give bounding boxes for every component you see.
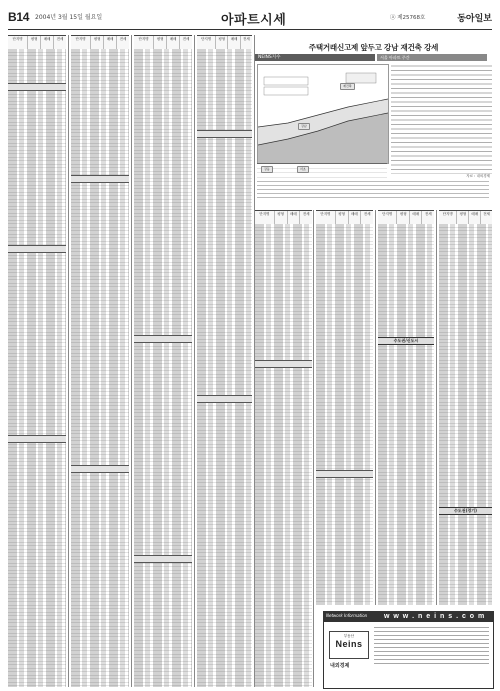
table-rows bbox=[316, 224, 373, 605]
price-table-col-3 bbox=[134, 35, 192, 687]
index-table bbox=[257, 163, 387, 180]
column-rule bbox=[131, 35, 132, 687]
index-brand-bar: NEINS지수 bbox=[255, 54, 375, 61]
district-divider bbox=[71, 175, 129, 183]
table-label: 강동 bbox=[261, 166, 273, 173]
price-table-col-5 bbox=[255, 210, 312, 687]
article-byline: 자료 : 내외경제 bbox=[466, 174, 490, 178]
column-rule bbox=[375, 210, 376, 605]
ad-text bbox=[374, 626, 489, 666]
column-rule bbox=[436, 210, 437, 605]
index-chart-graphic bbox=[258, 65, 388, 163]
region-subheading: 수도권(경기) bbox=[439, 507, 492, 515]
article-body bbox=[391, 64, 492, 174]
issue-number: ⓐ 제25768호 bbox=[390, 15, 426, 21]
table-rows bbox=[71, 49, 129, 687]
page-header bbox=[8, 10, 492, 28]
district-divider bbox=[316, 470, 373, 478]
table-header: 단지명 평형 매매 전세 bbox=[316, 210, 373, 225]
price-table-col-4 bbox=[197, 35, 252, 687]
district-divider bbox=[197, 130, 252, 138]
newspaper-name: 동아일보 bbox=[457, 14, 492, 24]
chart-badge: 재건축 bbox=[340, 83, 355, 90]
article-note bbox=[257, 180, 489, 200]
district-divider bbox=[71, 465, 129, 473]
district-divider bbox=[255, 360, 312, 368]
index-chart bbox=[257, 64, 389, 164]
header-rule bbox=[8, 29, 492, 30]
table-rows bbox=[378, 224, 434, 605]
neins-advertisement bbox=[323, 611, 494, 689]
table-rows bbox=[197, 49, 252, 687]
article-headline: 주택거래신고제 앞두고 강남 재건축 강세 bbox=[308, 43, 439, 52]
page-number: B14 bbox=[8, 10, 30, 24]
district-divider bbox=[134, 555, 192, 563]
table-label: 서초 bbox=[297, 166, 309, 173]
table-header: 단지명 평형 매매 전세 bbox=[255, 210, 312, 225]
table-rows bbox=[439, 224, 492, 605]
table-rows bbox=[8, 49, 66, 687]
column-rule bbox=[68, 35, 69, 687]
district-divider bbox=[197, 395, 252, 403]
ad-company: 내외경제 bbox=[330, 663, 350, 669]
district-divider bbox=[134, 335, 192, 343]
district-divider bbox=[8, 435, 66, 443]
table-header: 단지명 평형 매매 전세 bbox=[439, 210, 492, 225]
section-title: 아파트시세 bbox=[221, 13, 287, 28]
price-table-col-1 bbox=[8, 35, 66, 687]
district-divider bbox=[8, 245, 66, 253]
ad-url[interactable]: w w w . n e i n s . c o m bbox=[384, 613, 486, 620]
column-rule bbox=[194, 35, 195, 687]
table-header: 단지명 평형 매매 전세 bbox=[378, 210, 434, 225]
table-header: 단지명 평형 매매 전세 bbox=[8, 35, 66, 50]
table-rows bbox=[255, 224, 312, 687]
table-header: 단지명 평형 매매 전세 bbox=[134, 35, 192, 50]
region-subheading: 수도권/신도시 bbox=[378, 337, 434, 345]
feature-article bbox=[255, 40, 492, 205]
ad-network-label: Network Information bbox=[326, 613, 368, 618]
neins-logo: 부동산 Neins bbox=[329, 631, 369, 659]
district-divider bbox=[8, 83, 66, 91]
table-rows bbox=[134, 49, 192, 687]
price-table-col-2 bbox=[71, 35, 129, 687]
ad-banner bbox=[324, 612, 493, 622]
issue-date: 2004년 3월 15일 월요일 bbox=[35, 14, 103, 21]
table-header: 단지명 평형 매매 전세 bbox=[197, 35, 252, 50]
table-header: 단지명 평형 매매 전세 bbox=[71, 35, 129, 50]
chart-badge: 강남 bbox=[298, 123, 310, 130]
column-rule bbox=[313, 210, 314, 687]
weekly-label-bar: 서울 아파트 주간 bbox=[377, 54, 487, 61]
